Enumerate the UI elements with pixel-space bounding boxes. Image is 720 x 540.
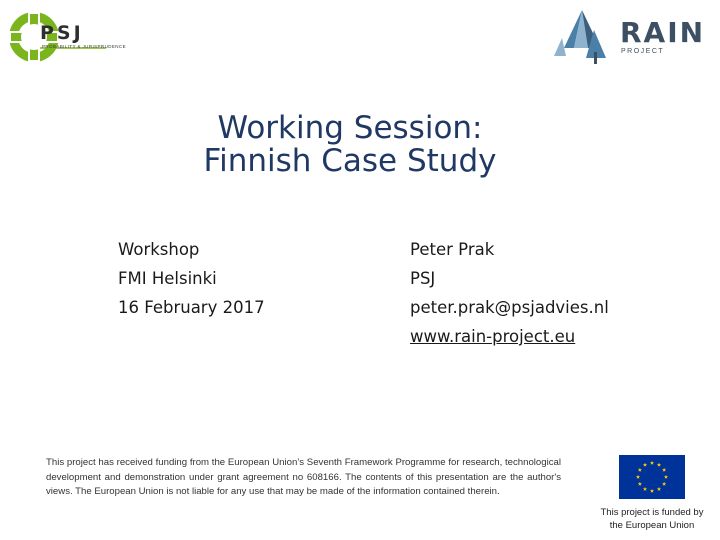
presenter-organization: PSJ bbox=[410, 269, 436, 288]
slide-title-line-2: Finnish Case Study bbox=[203, 143, 497, 179]
psj-logo-tagline: PROBABILITY & JURISPRUDENCE bbox=[42, 44, 126, 49]
slide-title bbox=[150, 112, 550, 178]
eu-caption-line-2: the European Union bbox=[609, 519, 695, 531]
event-location: FMI Helsinki bbox=[118, 269, 217, 288]
website-link[interactable]: www.rain-project.eu bbox=[410, 327, 576, 346]
event-date: 16 February 2017 bbox=[118, 298, 265, 317]
psj-logo-name: PSJ bbox=[40, 22, 84, 44]
funding-disclaimer: This project has received funding from the European Union’s Seventh Framework Programme for research, technological development and demonstration under grant agreement no 608166. The contents of this presentation are the author's views. The European Union is not liable for any use that may be made of the information contained therein. bbox=[46, 457, 561, 498]
eu-flag-icon bbox=[619, 455, 685, 499]
presenter-email: peter.prak@psjadvies.nl bbox=[410, 298, 609, 317]
rain-logo-mark bbox=[552, 8, 618, 66]
rain-logo-subtitle: PROJECT bbox=[621, 48, 665, 55]
presenter-details bbox=[410, 235, 609, 351]
event-details bbox=[118, 235, 265, 322]
event-type: Workshop bbox=[118, 240, 200, 259]
eu-caption-line-1: This project is funded by bbox=[600, 507, 704, 518]
slide-title-line-1: Working Session: bbox=[217, 110, 483, 146]
presenter-name: Peter Prak bbox=[410, 240, 495, 259]
eu-funding-caption bbox=[588, 507, 716, 532]
rain-logo-name: RAIN bbox=[620, 16, 706, 49]
